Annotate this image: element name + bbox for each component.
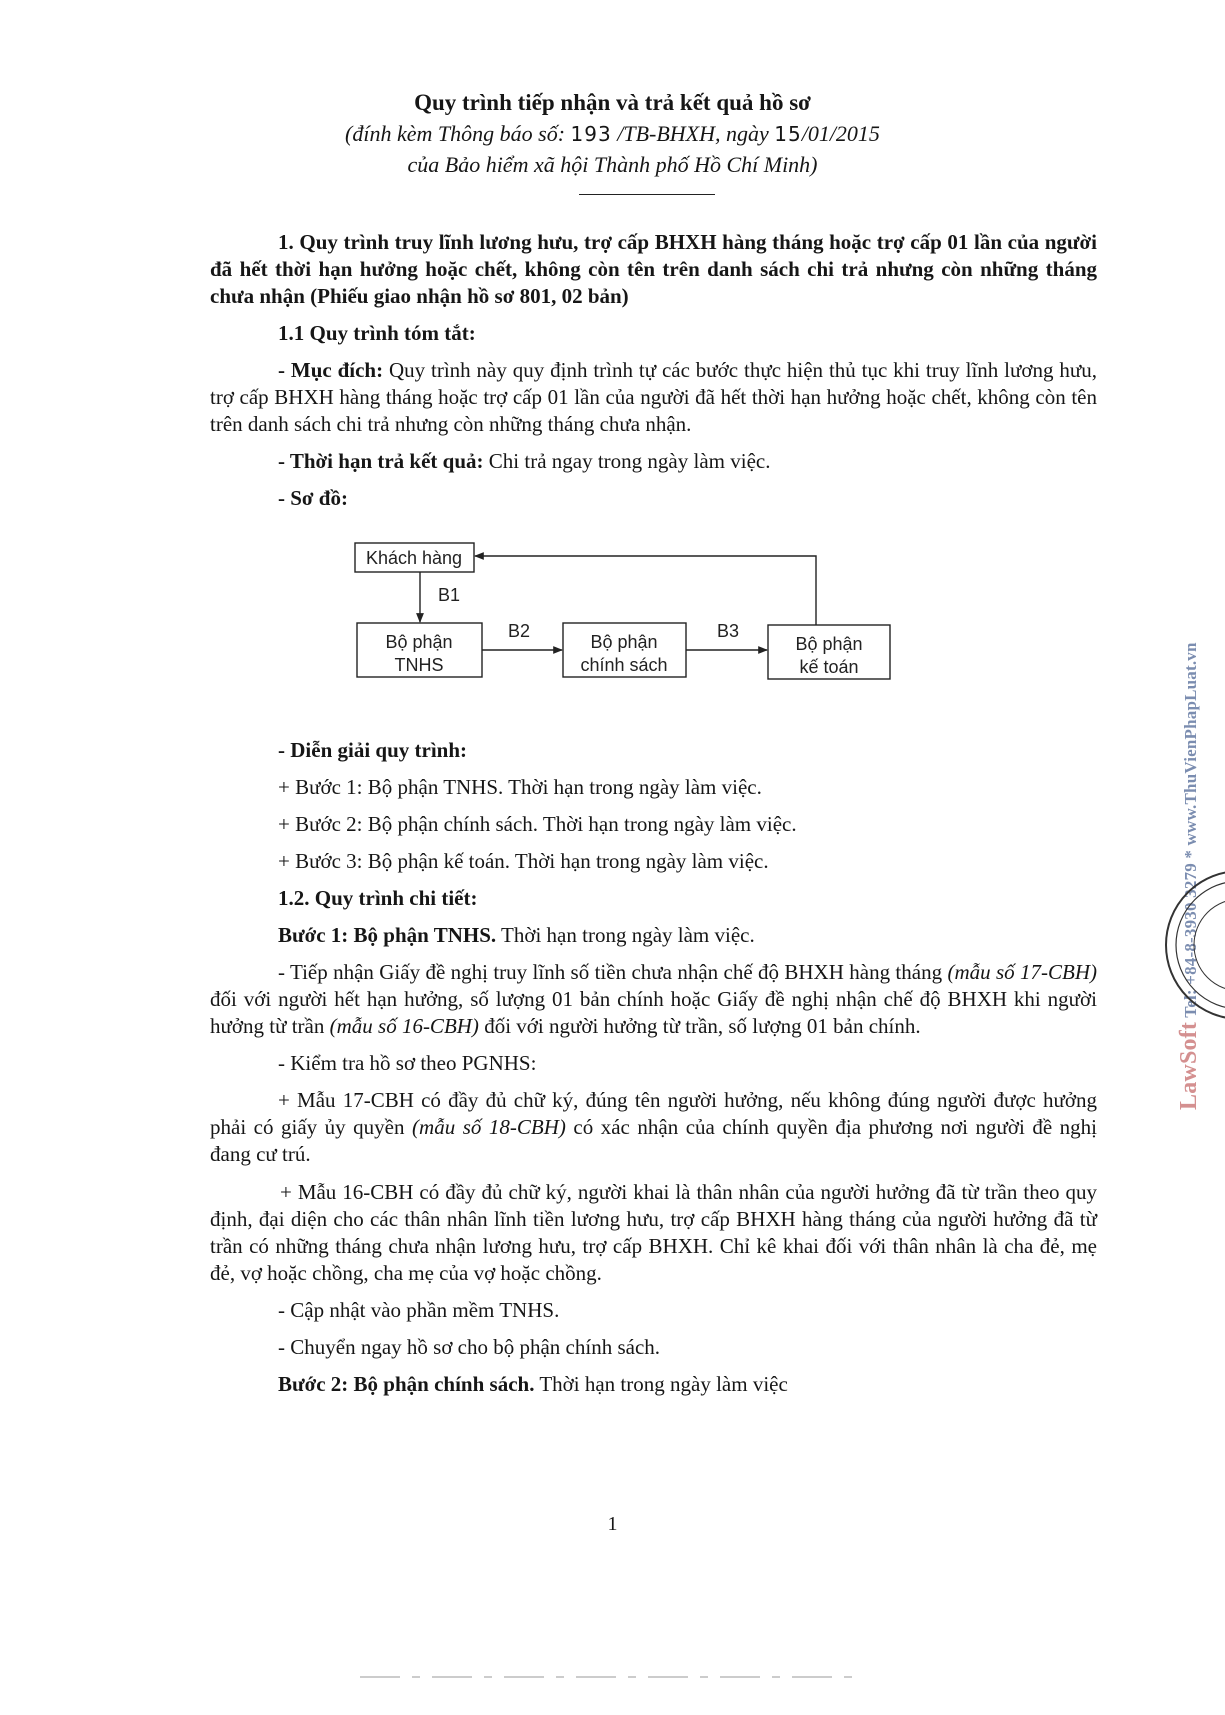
form-18-ref: (mẫu số 18-CBH) [412, 1115, 566, 1139]
watermark-logo: LawSoft [1176, 1021, 1202, 1110]
label-accounting-2: kế toán [799, 657, 859, 677]
step-summary-2: + Bước 2: Bộ phận chính sách. Thời hạn trong ngày làm việc. [278, 812, 797, 836]
purpose-paragraph [210, 357, 1097, 438]
form17-part-a: + Mẫu 17-CBH có đầy đủ chữ ký, đúng tên người hưởng, nếu không đúng người được hưởng phải có giấy ủy quyền [210, 1088, 1097, 1139]
document-body [210, 229, 1097, 1398]
attachment-prefix: (đính kèm Thông báo số: [345, 121, 566, 146]
document-title: Quy trình tiếp nhận và trả kết quả hồ sơ [414, 90, 811, 115]
watermark-contact: Tel: +84-8-3930 3279 * www.ThuVienPhapLuat.vn [1181, 642, 1200, 1018]
transfer-line: - Chuyển ngay hồ sơ cho bộ phận chính sách. [278, 1335, 661, 1359]
issuer-line: của Bảo hiểm xã hội Thành phố Hồ Chí Minh) [407, 152, 818, 177]
process-diagram [210, 512, 1097, 737]
purpose-text: Quy trình này quy định trình tự các bước thực hiện thủ tục khi truy lĩnh lương hưu, trợ cấp BHXH hàng tháng hoặc trợ cấp 01 lần của người đã hết thời hạn hưởng hoặc chết, không còn tên trên danh sách chi trả nhưng còn những tháng chưa nhận. [210, 358, 1097, 436]
handwritten-day: 15 [774, 122, 802, 146]
receive-paragraph [210, 959, 1097, 1040]
title-divider [579, 194, 715, 195]
deadline-text: Chi trả ngay trong ngày làm việc. [483, 449, 771, 473]
detail-heading: 1.2. Quy trình chi tiết: [278, 886, 478, 910]
step1-heading [210, 922, 1097, 949]
deadline-paragraph [210, 448, 1097, 475]
form17-paragraph [210, 1087, 1097, 1168]
purpose-label: - Mục đích: [278, 358, 384, 382]
receive-part-a: - Tiếp nhận Giấy đề nghị truy lĩnh số tiền chưa nhận chế độ BHXH hàng tháng [278, 960, 948, 984]
step1-label: Bước 1: Bộ phận TNHS. [278, 923, 497, 947]
label-b1: B1 [438, 585, 461, 605]
receive-part-b: đối với người hết hạn hưởng, số lượng 01 bản chính hoặc Giấy đề nghị nhận chế độ BHXH khi người hưởng từ trần [210, 987, 1097, 1038]
step2-text: Thời hạn trong ngày làm việc [534, 1372, 788, 1396]
label-tnhs-2: TNHS [394, 655, 444, 675]
attachment-suffix: /01/2015 [801, 121, 880, 146]
receive-part-c: đối với người hưởng từ trần, số lượng 01 bản chính. [478, 1014, 921, 1038]
arrow-return [475, 556, 816, 625]
form17-part-b: có xác nhận của chính quyền địa phương nơi người đề nghị đang cư trú. [210, 1115, 1097, 1166]
form-17-ref: (mẫu số 17-CBH) [947, 960, 1097, 984]
update-line: - Cập nhật vào phần mềm TNHS. [278, 1298, 560, 1322]
deadline-label: - Thời hạn trả kết quả: [278, 449, 484, 473]
explain-label: - Diễn giải quy trình: [278, 738, 468, 762]
scan-artifact [360, 1676, 860, 1679]
step1-text: Thời hạn trong ngày làm việc. [496, 923, 755, 947]
form16-paragraph: + Mẫu 16-CBH có đầy đủ chữ ký, người khai là thân nhân của người hưởng đã từ trần theo quy định, đại diện cho các thân nhân lĩnh tiền lương hưu, trợ cấp BHXH hàng tháng của người hưởng đã từ trần có những tháng chưa nhận lương hưu, trợ cấp BHXH. Chỉ kê khai đối với thân nhân là cha đẻ, mẹ đẻ, vợ hoặc chồng, cha mẹ của vợ hoặc chồng. [210, 1180, 1097, 1285]
diagram-svg [210, 512, 1097, 737]
label-b2: B2 [508, 621, 531, 641]
page-number: 1 [607, 1513, 618, 1535]
attachment-note [0, 121, 1225, 147]
partial-stamp [1140, 860, 1225, 1030]
form-16-ref: (mẫu số 16-CBH) [329, 1014, 479, 1038]
section-heading: 1. Quy trình truy lĩnh lương hưu, trợ cấp BHXH hàng tháng hoặc trợ cấp 01 lần của người đã hết thời hạn hưởng hoặc chết, không còn tên trên danh sách chi trả nhưng còn những tháng chưa nhận (Phiếu giao nhận hồ sơ 801, 02 bản) [210, 230, 1097, 308]
label-customer: Khách hàng [365, 548, 463, 568]
step-summary-3: + Bước 3: Bộ phận kế toán. Thời hạn trong ngày làm việc. [278, 849, 769, 873]
label-b3: B3 [717, 621, 740, 641]
handwritten-number: 193 [570, 122, 612, 146]
attachment-mid: /TB-BHXH, ngày [617, 121, 769, 146]
step-summary-1: + Bước 1: Bộ phận TNHS. Thời hạn trong ngày làm việc. [278, 775, 762, 799]
label-policy-1: Bộ phận [590, 632, 658, 652]
diagram-label: - Sơ đồ: [278, 486, 348, 510]
step2-heading [210, 1371, 1097, 1398]
label-policy-2: chính sách [580, 655, 668, 675]
check-label: - Kiểm tra hồ sơ theo PGNHS: [278, 1051, 537, 1075]
summary-heading: 1.1 Quy trình tóm tắt: [278, 321, 476, 345]
label-accounting-1: Bộ phận [795, 634, 863, 654]
step2-label: Bước 2: Bộ phận chính sách. [278, 1372, 535, 1396]
label-tnhs-1: Bộ phận [385, 632, 453, 652]
